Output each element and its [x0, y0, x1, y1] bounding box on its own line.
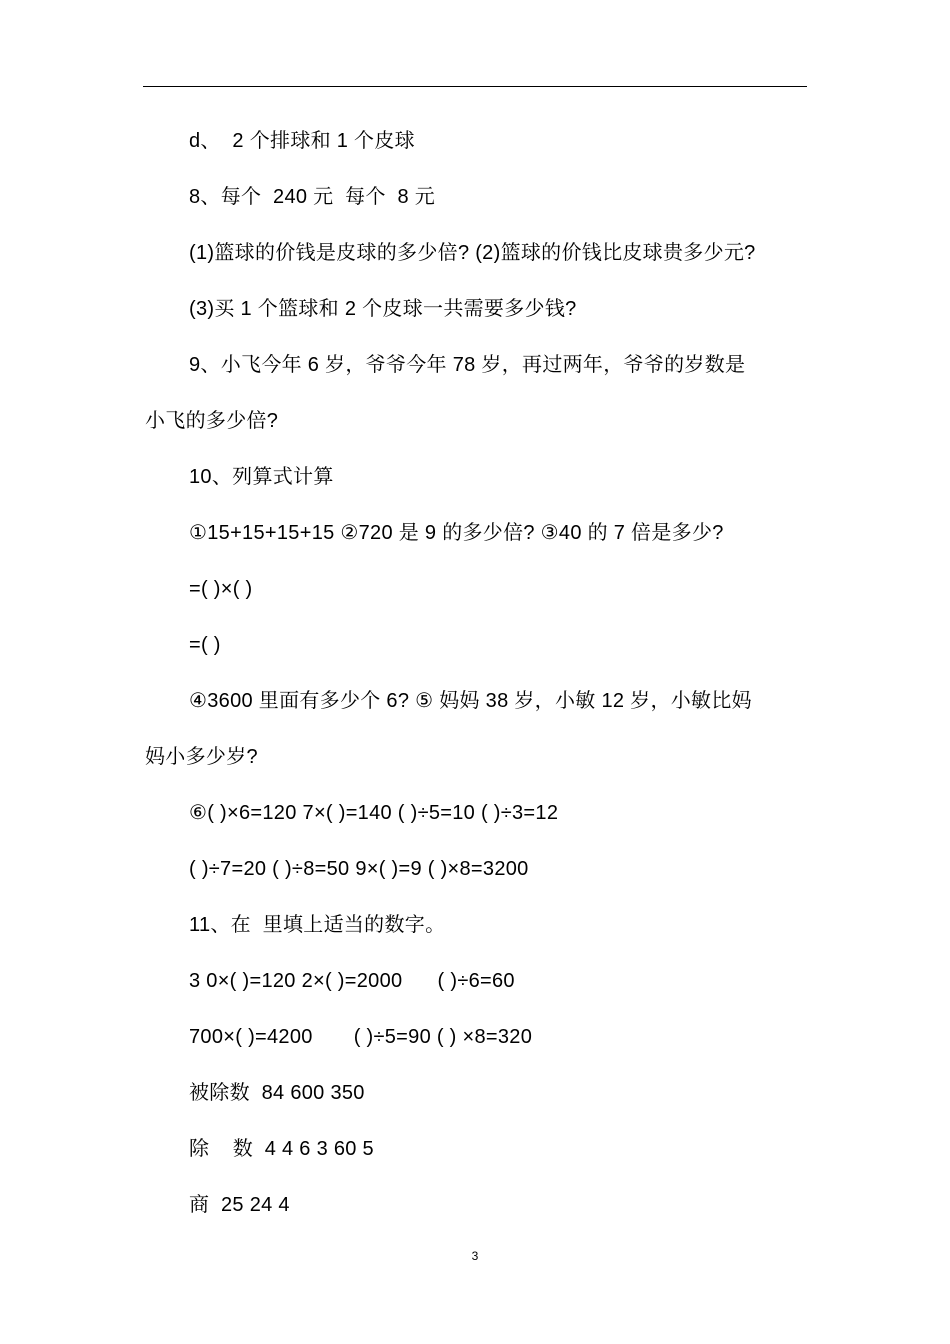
question-9-line-2: 小飞的多少倍?	[145, 410, 279, 432]
question-8-part-1-2: (1)篮球的价钱是皮球的多少倍? (2)篮球的价钱比皮球贵多少元?	[189, 242, 756, 264]
question-11-row-1: 3 0×( )=120 2×( )=2000 ( )÷6=60	[189, 970, 515, 992]
divisor-row: 除 数 4 4 6 3 60 5	[189, 1138, 374, 1160]
question-9-line-1: 9、小飞今年 6 岁，爷爷今年 78 岁，再过两年，爷爷的岁数是	[189, 354, 746, 376]
question-8-heading: 8、每个 240 元 每个 8 元	[189, 186, 436, 208]
document-body	[145, 113, 807, 1233]
question-10-heading: 10、列算式计算	[189, 466, 334, 488]
page-number: 3	[471, 1249, 479, 1263]
answer-blank-line-2: =( )	[189, 634, 221, 656]
question-11-row-2: 700×( )=4200 ( )÷5=90 ( ) ×8=320	[189, 1026, 533, 1048]
header-rule	[143, 86, 807, 87]
question-10-item-6-row-1: ⑥( )×6=120 7×( )=140 ( )÷5=10 ( )÷3=12	[189, 802, 559, 824]
question-8-part-3: (3)买 1 个篮球和 2 个皮球一共需要多少钱?	[189, 298, 577, 320]
dividend-row: 被除数 84 600 350	[189, 1082, 365, 1104]
question-10-items-1-3: ①15+15+15+15 ②720 是 9 的多少倍? ③40 的 7 倍是多少?	[189, 522, 724, 544]
answer-blank-line-1: =( )×( )	[189, 578, 253, 600]
question-10-item-5-continued: 妈小多少岁?	[145, 746, 258, 768]
question-10-items-4-5: ④3600 里面有多少个 6? ⑤ 妈妈 38 岁，小敏 12 岁，小敏比妈	[189, 690, 752, 712]
question-11-heading: 11、在 里填上适当的数字。	[189, 914, 446, 936]
text-line: d、 2 个排球和 1 个皮球	[189, 130, 415, 152]
question-10-item-6-row-2: ( )÷7=20 ( )÷8=50 9×( )=9 ( )×8=3200	[189, 858, 529, 880]
quotient-row: 商 25 24 4	[189, 1194, 290, 1216]
